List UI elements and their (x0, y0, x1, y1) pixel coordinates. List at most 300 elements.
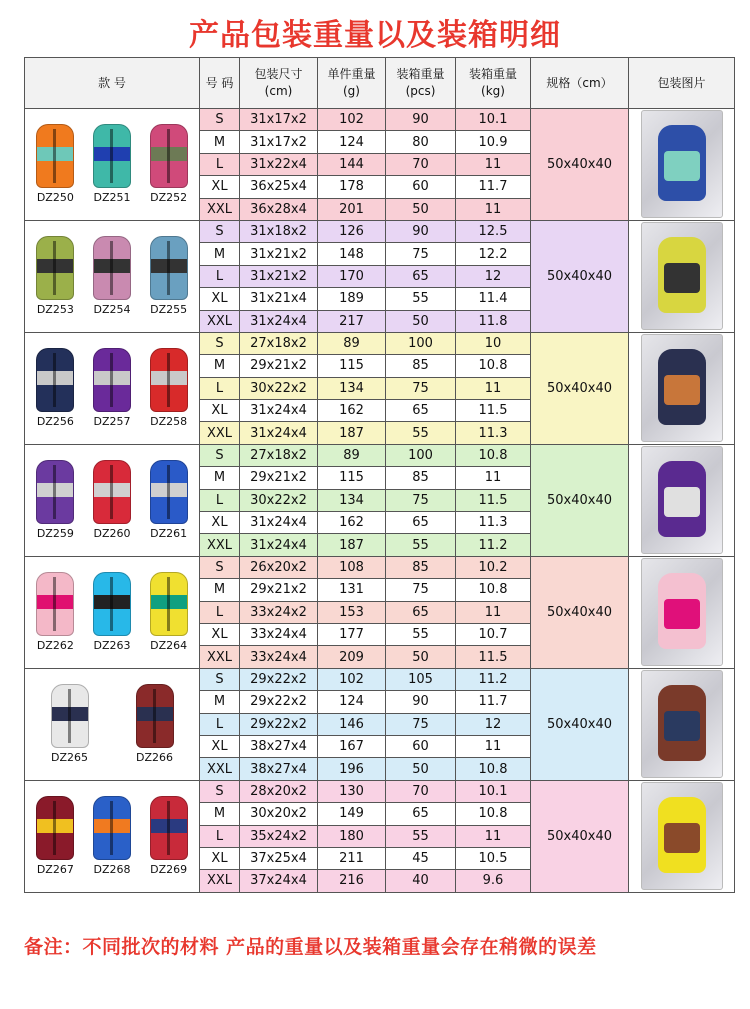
pack-size-cell: 38x27x4 (240, 758, 318, 780)
pack-size-cell: 37x24x4 (240, 870, 318, 892)
model-thumbnails (25, 680, 199, 768)
dog-vest-image (36, 460, 74, 524)
table-row (25, 444, 735, 466)
size-cell: XXL (200, 310, 240, 332)
box-spec-cell: 50x40x40 (531, 220, 629, 332)
model-cell (25, 780, 200, 892)
package-photo-cell (629, 780, 735, 892)
box-qty-cell: 45 (386, 847, 456, 869)
size-cell: S (200, 668, 240, 690)
size-cell: XL (200, 176, 240, 198)
model-cell (25, 220, 200, 332)
header-box-qty: 装箱重量 (pcs) (386, 58, 456, 109)
box-qty-cell: 90 (386, 109, 456, 131)
vest-zipper (167, 577, 170, 631)
size-cell: M (200, 467, 240, 489)
box-qty-cell: 90 (386, 691, 456, 713)
size-cell: XL (200, 288, 240, 310)
size-cell: M (200, 243, 240, 265)
pack-size-cell: 31x24x4 (240, 534, 318, 556)
box-weight-cell: 11.7 (456, 691, 531, 713)
packaged-coat-accent (664, 151, 700, 181)
size-cell: M (200, 579, 240, 601)
pack-size-cell: 31x18x2 (240, 220, 318, 242)
header-unit-weight: 单件重量 (g) (318, 58, 386, 109)
header-spec: 规格（cm） (531, 58, 629, 109)
box-qty-cell: 65 (386, 803, 456, 825)
box-spec-cell: 50x40x40 (531, 556, 629, 668)
box-weight-cell: 11.7 (456, 176, 531, 198)
package-photo (641, 334, 723, 442)
box-qty-cell: 65 (386, 601, 456, 623)
unit-weight-cell: 124 (318, 691, 386, 713)
box-qty-cell: 50 (386, 646, 456, 668)
unit-weight-cell: 153 (318, 601, 386, 623)
packaged-coat-accent (664, 375, 700, 405)
packing-table (24, 57, 735, 893)
model-code: DZ258 (150, 415, 188, 429)
box-weight-cell: 11.5 (456, 489, 531, 511)
dog-vest-image (93, 460, 131, 524)
model-thumbnails (25, 232, 199, 320)
model-code: DZ260 (93, 527, 131, 541)
box-qty-cell: 75 (386, 713, 456, 735)
box-spec-cell: 50x40x40 (531, 668, 629, 780)
pack-size-cell: 31x21x2 (240, 265, 318, 287)
vest-zipper (53, 577, 56, 631)
box-qty-cell: 90 (386, 220, 456, 242)
pack-size-cell: 28x20x2 (240, 780, 318, 802)
model-thumbnails (25, 120, 199, 208)
model-item (141, 460, 197, 540)
model-item (27, 796, 83, 876)
table-row (25, 332, 735, 354)
pack-size-cell: 30x20x2 (240, 803, 318, 825)
size-cell: M (200, 691, 240, 713)
box-qty-cell: 55 (386, 422, 456, 444)
package-photo (641, 670, 723, 778)
pack-size-cell: 29x22x2 (240, 713, 318, 735)
box-weight-cell: 10.8 (456, 444, 531, 466)
unit-weight-cell: 177 (318, 623, 386, 645)
box-qty-cell: 60 (386, 176, 456, 198)
model-code: DZ262 (36, 639, 74, 653)
vest-zipper (167, 353, 170, 407)
pack-size-cell: 36x25x4 (240, 176, 318, 198)
box-weight-cell: 10.1 (456, 109, 531, 131)
model-code: DZ256 (36, 415, 74, 429)
size-cell: S (200, 556, 240, 578)
unit-weight-cell: 89 (318, 444, 386, 466)
page-title: 产品包装重量以及装箱明细 (189, 18, 561, 53)
package-photo (641, 446, 723, 554)
box-spec-cell: 50x40x40 (531, 780, 629, 892)
box-weight-cell: 11 (456, 377, 531, 399)
table-row (25, 668, 735, 690)
unit-weight-cell: 167 (318, 735, 386, 757)
model-code: DZ267 (36, 863, 74, 877)
model-cell (25, 332, 200, 444)
box-qty-cell: 75 (386, 489, 456, 511)
box-weight-cell: 11.2 (456, 668, 531, 690)
box-qty-cell: 50 (386, 758, 456, 780)
unit-weight-cell: 130 (318, 780, 386, 802)
size-cell: L (200, 601, 240, 623)
box-qty-cell: 55 (386, 534, 456, 556)
model-code: DZ252 (150, 191, 188, 205)
packaged-coat-accent (664, 487, 700, 517)
size-cell: L (200, 153, 240, 175)
model-code: DZ259 (36, 527, 74, 541)
box-weight-cell: 11.2 (456, 534, 531, 556)
box-qty-cell: 75 (386, 377, 456, 399)
model-item (141, 796, 197, 876)
footnote: 备注：不同批次的材料 产品的重量以及装箱重量会存在稍微的误差 (24, 936, 597, 958)
unit-weight-cell: 201 (318, 198, 386, 220)
box-weight-cell: 10.2 (456, 556, 531, 578)
model-code: DZ254 (93, 303, 131, 317)
unit-weight-cell: 102 (318, 109, 386, 131)
unit-weight-cell: 211 (318, 847, 386, 869)
model-cell (25, 444, 200, 556)
vest-zipper (153, 689, 156, 743)
package-photo-cell (629, 220, 735, 332)
packaged-coat-accent (664, 823, 700, 853)
box-weight-cell: 11.5 (456, 646, 531, 668)
header-size: 号 码 (200, 58, 240, 109)
box-weight-cell: 12 (456, 265, 531, 287)
size-cell: XXL (200, 646, 240, 668)
model-item (27, 572, 83, 652)
dog-vest-image (36, 796, 74, 860)
size-cell: XL (200, 400, 240, 422)
dog-vest-image (36, 236, 74, 300)
vest-zipper (53, 241, 56, 295)
model-code: DZ268 (93, 863, 131, 877)
box-qty-cell: 55 (386, 623, 456, 645)
vest-zipper (110, 353, 113, 407)
size-cell: XXL (200, 198, 240, 220)
vest-zipper (110, 577, 113, 631)
model-item (84, 796, 140, 876)
box-weight-cell: 11.8 (456, 310, 531, 332)
box-weight-cell: 10.7 (456, 623, 531, 645)
pack-size-cell: 31x24x4 (240, 400, 318, 422)
box-qty-cell: 65 (386, 265, 456, 287)
pack-size-cell: 26x20x2 (240, 556, 318, 578)
size-cell: XL (200, 847, 240, 869)
box-spec-cell: 50x40x40 (531, 109, 629, 221)
pack-size-cell: 30x22x2 (240, 377, 318, 399)
model-item (27, 348, 83, 428)
unit-weight-cell: 216 (318, 870, 386, 892)
model-item (27, 236, 83, 316)
package-photo-cell (629, 109, 735, 221)
box-spec-cell: 50x40x40 (531, 332, 629, 444)
box-qty-cell: 75 (386, 243, 456, 265)
size-cell: S (200, 332, 240, 354)
dog-vest-image (36, 348, 74, 412)
model-code: DZ251 (93, 191, 131, 205)
table-body (25, 109, 735, 893)
size-cell: L (200, 713, 240, 735)
pack-size-cell: 29x21x2 (240, 355, 318, 377)
vest-zipper (53, 801, 56, 855)
model-code: DZ257 (93, 415, 131, 429)
size-cell: L (200, 489, 240, 511)
package-photo-cell (629, 668, 735, 780)
box-weight-cell: 10.8 (456, 355, 531, 377)
box-qty-cell: 50 (386, 198, 456, 220)
vest-zipper (167, 465, 170, 519)
pack-size-cell: 29x21x2 (240, 467, 318, 489)
model-item (84, 460, 140, 540)
pack-size-cell: 27x18x2 (240, 332, 318, 354)
model-item (141, 348, 197, 428)
unit-weight-cell: 189 (318, 288, 386, 310)
model-cell (25, 109, 200, 221)
pack-size-cell: 31x24x4 (240, 422, 318, 444)
size-cell: L (200, 377, 240, 399)
packaged-coat-accent (664, 711, 700, 741)
size-cell: M (200, 131, 240, 153)
unit-weight-cell: 102 (318, 668, 386, 690)
packaged-coat-accent (664, 599, 700, 629)
box-weight-cell: 9.6 (456, 870, 531, 892)
unit-weight-cell: 146 (318, 713, 386, 735)
size-cell: XL (200, 512, 240, 534)
unit-weight-cell: 115 (318, 467, 386, 489)
unit-weight-cell: 187 (318, 422, 386, 444)
size-cell: M (200, 803, 240, 825)
pack-size-cell: 30x22x2 (240, 489, 318, 511)
pack-size-cell: 33x24x2 (240, 601, 318, 623)
box-qty-cell: 70 (386, 153, 456, 175)
table-row (25, 556, 735, 578)
dog-vest-image (150, 236, 188, 300)
vest-zipper (53, 129, 56, 183)
unit-weight-cell: 196 (318, 758, 386, 780)
box-weight-cell: 10.9 (456, 131, 531, 153)
model-thumbnails (25, 344, 199, 432)
package-photo (641, 782, 723, 890)
model-code: DZ250 (36, 191, 74, 205)
box-weight-cell: 12.5 (456, 220, 531, 242)
unit-weight-cell: 131 (318, 579, 386, 601)
size-cell: XL (200, 623, 240, 645)
unit-weight-cell: 209 (318, 646, 386, 668)
model-item (84, 572, 140, 652)
model-item (42, 684, 98, 764)
unit-weight-cell: 126 (318, 220, 386, 242)
model-code: DZ265 (50, 751, 88, 765)
unit-weight-cell: 89 (318, 332, 386, 354)
box-weight-cell: 11.3 (456, 512, 531, 534)
size-cell: L (200, 265, 240, 287)
box-weight-cell: 11 (456, 825, 531, 847)
header-pack-size: 包装尺寸 (cm) (240, 58, 318, 109)
model-code: DZ269 (150, 863, 188, 877)
pack-size-cell: 38x27x4 (240, 735, 318, 757)
package-photo-cell (629, 332, 735, 444)
table-row (25, 780, 735, 802)
model-thumbnails (25, 568, 199, 656)
dog-vest-image (150, 796, 188, 860)
model-thumbnails (25, 792, 199, 880)
unit-weight-cell: 124 (318, 131, 386, 153)
model-cell (25, 556, 200, 668)
dog-vest-image (93, 796, 131, 860)
box-weight-cell: 10.8 (456, 803, 531, 825)
model-thumbnails (25, 456, 199, 544)
box-qty-cell: 100 (386, 444, 456, 466)
size-cell: XXL (200, 422, 240, 444)
box-weight-cell: 11 (456, 467, 531, 489)
size-cell: S (200, 780, 240, 802)
box-weight-cell: 11 (456, 198, 531, 220)
size-cell: M (200, 355, 240, 377)
dog-vest-image (93, 348, 131, 412)
box-weight-cell: 11 (456, 153, 531, 175)
size-cell: XXL (200, 758, 240, 780)
model-cell (25, 668, 200, 780)
pack-size-cell: 36x28x4 (240, 198, 318, 220)
dog-vest-image (150, 124, 188, 188)
box-qty-cell: 55 (386, 825, 456, 847)
model-item (27, 460, 83, 540)
model-code: DZ253 (36, 303, 74, 317)
unit-weight-cell: 187 (318, 534, 386, 556)
box-weight-cell: 11.5 (456, 400, 531, 422)
model-item (141, 572, 197, 652)
box-qty-cell: 105 (386, 668, 456, 690)
dog-vest-image (36, 124, 74, 188)
vest-zipper (110, 129, 113, 183)
box-weight-cell: 10.8 (456, 579, 531, 601)
vest-zipper (110, 801, 113, 855)
box-qty-cell: 40 (386, 870, 456, 892)
header-box-weight: 装箱重量 (kg) (456, 58, 531, 109)
dog-vest-image (93, 124, 131, 188)
pack-size-cell: 29x21x2 (240, 579, 318, 601)
dog-vest-image (36, 572, 74, 636)
model-item (84, 236, 140, 316)
size-cell: S (200, 220, 240, 242)
vest-zipper (53, 353, 56, 407)
vest-zipper (110, 241, 113, 295)
pack-size-cell: 27x18x2 (240, 444, 318, 466)
pack-size-cell: 29x22x2 (240, 691, 318, 713)
vest-zipper (167, 241, 170, 295)
pack-size-cell: 31x21x2 (240, 243, 318, 265)
unit-weight-cell: 108 (318, 556, 386, 578)
vest-zipper (53, 465, 56, 519)
box-qty-cell: 100 (386, 332, 456, 354)
table-row (25, 220, 735, 242)
box-qty-cell: 65 (386, 512, 456, 534)
unit-weight-cell: 149 (318, 803, 386, 825)
package-photo (641, 222, 723, 330)
box-weight-cell: 10.8 (456, 758, 531, 780)
unit-weight-cell: 144 (318, 153, 386, 175)
box-qty-cell: 65 (386, 400, 456, 422)
dog-vest-image (150, 348, 188, 412)
box-qty-cell: 75 (386, 579, 456, 601)
unit-weight-cell: 170 (318, 265, 386, 287)
unit-weight-cell: 162 (318, 400, 386, 422)
pack-size-cell: 33x24x4 (240, 623, 318, 645)
package-photo-cell (629, 444, 735, 556)
size-cell: XXL (200, 534, 240, 556)
box-qty-cell: 60 (386, 735, 456, 757)
dog-vest-image (150, 460, 188, 524)
unit-weight-cell: 134 (318, 489, 386, 511)
unit-weight-cell: 134 (318, 377, 386, 399)
pack-size-cell: 31x17x2 (240, 131, 318, 153)
pack-size-cell: 29x22x2 (240, 668, 318, 690)
box-qty-cell: 85 (386, 467, 456, 489)
vest-zipper (167, 801, 170, 855)
size-cell: S (200, 444, 240, 466)
unit-weight-cell: 178 (318, 176, 386, 198)
box-weight-cell: 10.1 (456, 780, 531, 802)
dog-vest-image (93, 236, 131, 300)
table-row (25, 109, 735, 131)
model-code: DZ255 (150, 303, 188, 317)
size-cell: L (200, 825, 240, 847)
model-code: DZ263 (93, 639, 131, 653)
size-cell: XL (200, 735, 240, 757)
pack-size-cell: 33x24x4 (240, 646, 318, 668)
pack-size-cell: 31x17x2 (240, 109, 318, 131)
box-qty-cell: 50 (386, 310, 456, 332)
pack-size-cell: 31x24x4 (240, 512, 318, 534)
unit-weight-cell: 115 (318, 355, 386, 377)
box-weight-cell: 12.2 (456, 243, 531, 265)
dog-vest-image (136, 684, 174, 748)
box-qty-cell: 70 (386, 780, 456, 802)
box-weight-cell: 11.3 (456, 422, 531, 444)
model-item (127, 684, 183, 764)
vest-zipper (68, 689, 71, 743)
box-qty-cell: 80 (386, 131, 456, 153)
model-code: DZ266 (135, 751, 173, 765)
model-item (141, 236, 197, 316)
package-photo (641, 110, 723, 218)
dog-vest-image (150, 572, 188, 636)
pack-size-cell: 31x24x4 (240, 310, 318, 332)
package-photo (641, 558, 723, 666)
box-qty-cell: 85 (386, 556, 456, 578)
pack-size-cell: 31x22x4 (240, 153, 318, 175)
vest-zipper (167, 129, 170, 183)
size-cell: S (200, 109, 240, 131)
pack-size-cell: 31x21x4 (240, 288, 318, 310)
box-qty-cell: 55 (386, 288, 456, 310)
box-weight-cell: 10 (456, 332, 531, 354)
box-weight-cell: 11.4 (456, 288, 531, 310)
header-model: 款 号 (25, 58, 200, 109)
box-qty-cell: 85 (386, 355, 456, 377)
packaged-coat-accent (664, 263, 700, 293)
model-item (84, 124, 140, 204)
header-photo: 包装图片 (629, 58, 735, 109)
model-item (141, 124, 197, 204)
package-photo-cell (629, 556, 735, 668)
model-item (27, 124, 83, 204)
dog-vest-image (93, 572, 131, 636)
model-code: DZ261 (150, 527, 188, 541)
